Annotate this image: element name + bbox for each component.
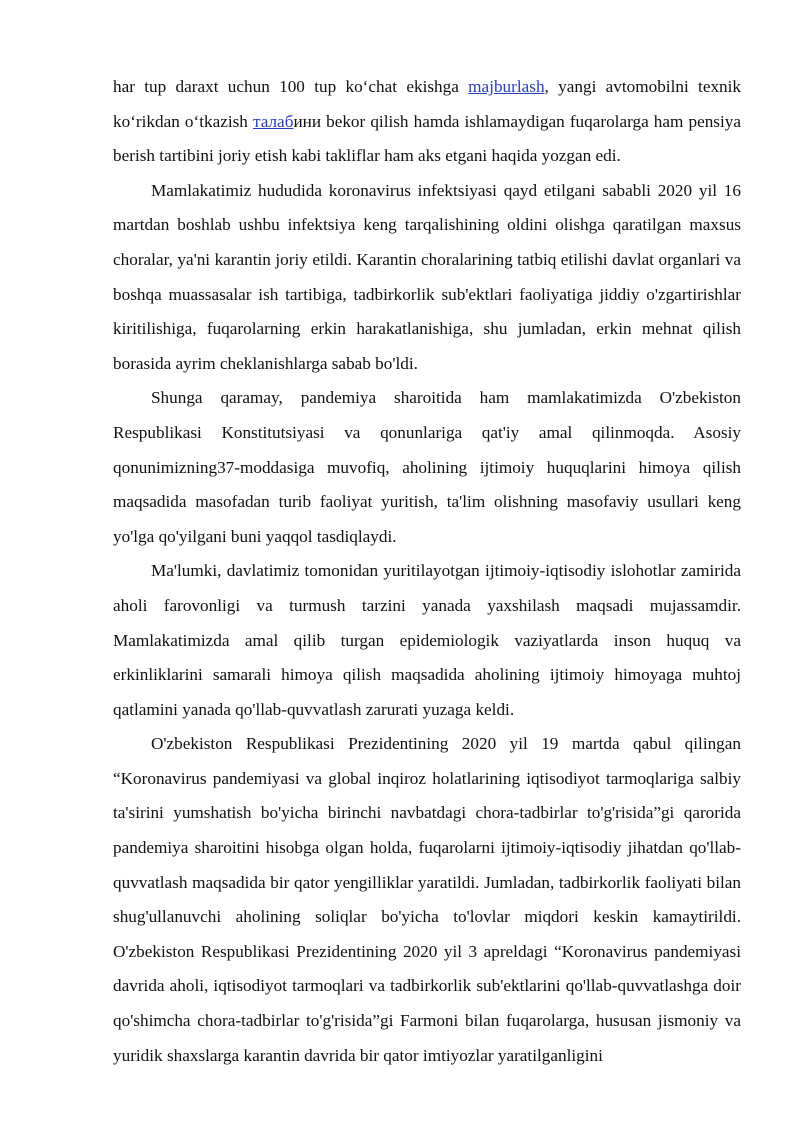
talab-link[interactable]: талаб [252, 111, 294, 131]
paragraph-quarantine: Mamlakatimiz hududida koronavirus infektsiyasi qayd etilgani sababli 2020 yil 16 martdan boshlab ushbu infektsiya keng tarqalishining oldini olishga qaratilgan maxsus choralar, ya'ni karantin joriy etildi. Karantin choralarining tatbiq etilishi davlat organlari va boshqa muassasalar ish tartibiga, tadbirkorlik sub'ektlari faoliyatiga jiddiy o'zgartirishlar kiritilishiga, fuqarolarning erkin harakatlanishiga, shu jumladan, erkin mehnat qilish borasida ayrim cheklanishlarga sabab bo'ldi. [113, 180, 741, 373]
paragraph-presidential-decree: O'zbekiston Respublikasi Prezidentining 2020 yil 19 martda qabul qilingan “Koronavirus pandemiyasi va global inqiroz holatlarining iqtisodiyot tarmoqlariga salbiy ta'sirini yumshatish bo'yicha birinchi navbatdagi chora-tadbirlar to'g'risida”gi qarorida pandemiya sharoitini hisobga olgan holda, fuqarolarni ijtimoiy-iqtisodiy jihatdan qo'llab-quvvatlash maqsadida bir qator yengilliklar yaratildi. Jumladan, tadbirkorlik faoliyati bilan shug'ullanuvchi aholining soliqlar bo'yicha to'lovlar miqdori keskin kamaytirildi. O'zbekiston Respublikasi Prezidentining 2020 yil 3 apreldagi “Koronavirus pandemiyasi davrida aholi, iqtisodiyot tarmoqlari va tadbirkorlik sub'ektlarini qo'llab-quvvatlashga doir qo'shimcha chora-tadbirlar to'g'risida”gi Farmoni bilan fuqarolarga, hususan jismoniy va yuridik shaxslarga karantin davrida bir qator imtiyozlar yaratilganligini [113, 734, 741, 1065]
paragraph-1-text-end: ини bekor qilish hamda ishlamaydigan fuqarolarga ham pensiya berish tartibini joriy etish kabi takliflar ham aks etgani haqida yozgan edi. [113, 111, 741, 166]
paragraph-continuation [113, 70, 741, 174]
paragraph-1-text-middle: , yangi avtomobilni texnik koʻrikdan oʻtkazish [113, 77, 742, 131]
paragraph-reforms: Ma'lumki, davlatimiz tomonidan yuritilayotgan ijtimoiy-iqtisodiy islohotlar zamirida aholi farovonligi va turmush tarzini yanada yaxshilash maqsadi mujassamdir. Mamlakatimizda amal qilib turgan epidemiologik vaziyatlarda inson huquq va erkinliklarini samarali himoya qilish maqsadida aholining ijtimoiy himoyaga muhtoj qatlamini yanada qo'llab-quvvatlash zarurati yuzaga keldi. [113, 561, 741, 719]
majburlash-link[interactable]: majburlash [468, 77, 545, 96]
document-page [113, 70, 741, 1073]
paragraph-1-text-start: har tup daraxt uchun 100 tup koʻchat ekishga [113, 77, 469, 96]
paragraph-constitution: Shunga qaramay, pandemiya sharoitida ham mamlakatimizda O'zbekiston Respublikasi Konstitutsiyasi va qonunlariga qat'iy amal qilinmoqda. Asosiy qonunimizning37-moddasiga muvofiq, aholining ijtimoiy huquqlarini himoya qilish maqsadida masofadan turib faoliyat yuritish, ta'lim olishning masofaviy usullari keng yo'lga qo'yilgani buni yaqqol tasdiqlaydi. [113, 388, 741, 546]
